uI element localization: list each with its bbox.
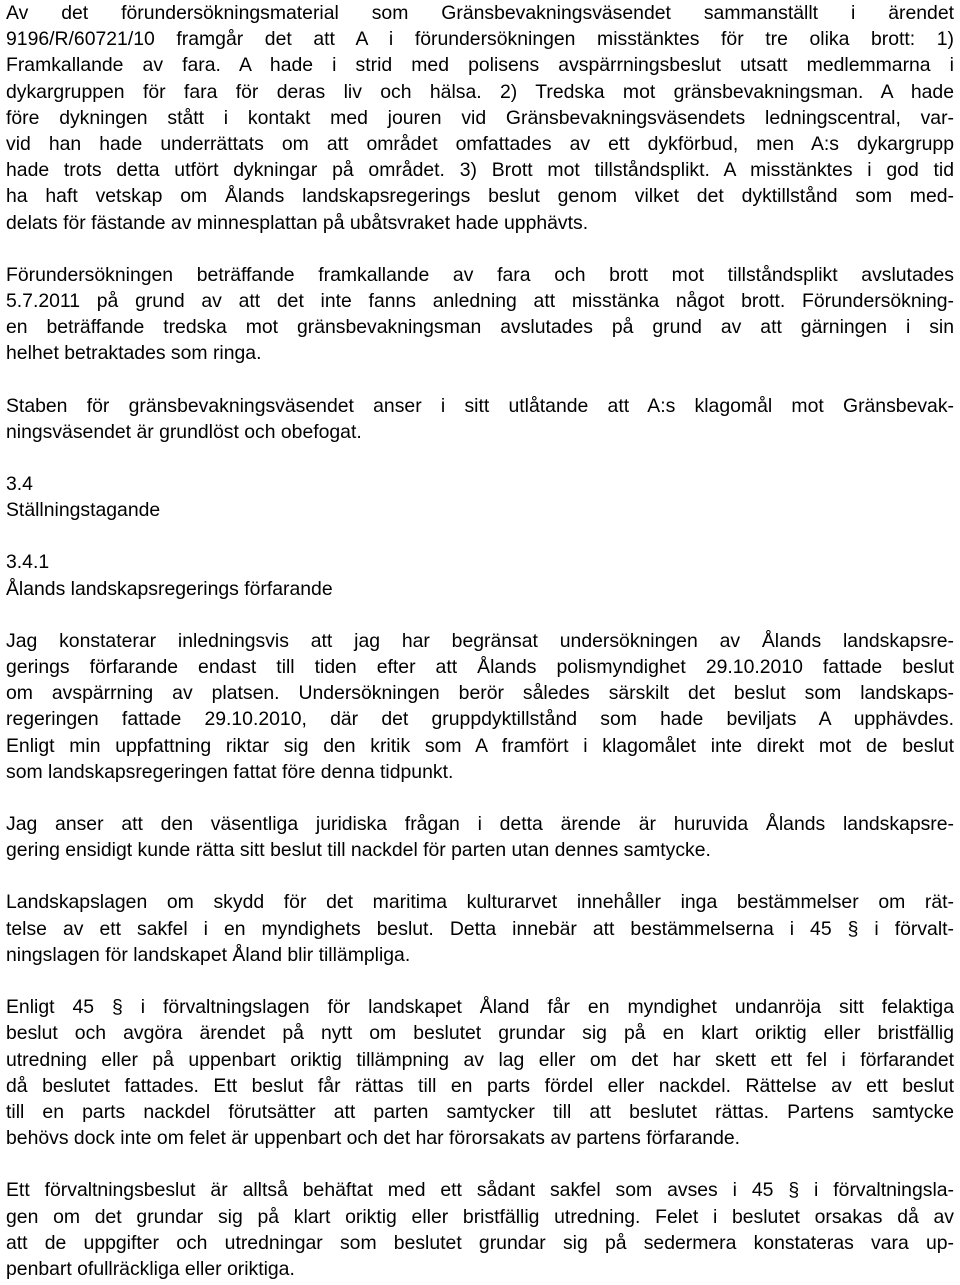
text-line: beslut och avgöra ärendet på nytt om beslutet grundar sig på en klart oriktig eller bristfällig xyxy=(6,1022,954,1045)
text-line: om avspärrning av platsen. Undersökningen berör således särskilt det beslut som landskaps- xyxy=(6,682,954,705)
paragraph-section-45 xyxy=(6,994,954,1151)
text-line: ha haft vetskap om Ålands landskapsregerings beslut genom vilket det dyktillstånd som med- xyxy=(6,185,954,208)
text-line: helhet betraktades som ringa. xyxy=(6,342,262,365)
paragraph-legal-question xyxy=(6,811,954,863)
text-line: att de uppgifter och utredningar som beslutet grundar sig på sedermera konstateras vara up- xyxy=(6,1231,954,1254)
text-line: Jag konstaterar inledningsvis att jag har begränsat undersökningen av Ålands landskapsre- xyxy=(6,629,954,652)
section-title: Ålands landskapsregerings förfarande xyxy=(6,577,333,600)
text-line: dykargruppen för fara för deras liv och hälsa. 2) Tredska mot gränsbevakningsman. A hade xyxy=(6,80,954,103)
text-line: Staben för gränsbevakningsväsendet anser i sitt utlåtande att A:s klagomål mot Gränsbevak- xyxy=(6,394,954,417)
text-line: Förundersökningen beträffande framkallande av fara och brott mot tillståndsplikt avslutades xyxy=(6,263,954,286)
section-number: 3.4 xyxy=(6,473,33,496)
paragraph-investigation-closed xyxy=(6,262,954,367)
text-line: Jag anser att den väsentliga juridiska frågan i detta ärende är huruvida Ålands landskapsre- xyxy=(6,813,954,836)
text-line: gerings förfarande endast till tiden efter att Ålands polismyndighet 29.10.2010 fattade beslut xyxy=(6,656,954,679)
text-line: 5.7.2011 på grund av att det inte fanns anledning att misstänka något brott. Förundersökning- xyxy=(6,290,954,313)
text-line: gering ensidigt kunde rätta sitt beslut till nackdel för parten utan dennes samtycke. xyxy=(6,839,711,862)
section-title: Ställningstagande xyxy=(6,499,161,522)
text-line: Framkallande av fara. A hade i strid med polisens avspärrningsbeslut utsatt medlemmarna i xyxy=(6,54,954,77)
text-line: hade trots detta utfört dykningar på området. 3) Brott mot tillståndsplikt. A misstänktes i god tid xyxy=(6,159,954,182)
text-line: telse av ett sakfel i en myndighets beslut. Detta innebär att bestämmelserna i 45 § i förvalt- xyxy=(6,917,954,940)
paragraph-substantive-error xyxy=(6,1177,954,1282)
paragraph-investigation-material xyxy=(6,0,954,236)
text-line: Ett förvaltningsbeslut är alltså behäftat med ett sådant sakfel som avses i 45 § i förvaltningsla- xyxy=(6,1179,954,1202)
text-line: ningsväsendet är grundlöst och obefogat. xyxy=(6,420,362,443)
text-line: en beträffande tredska mot gränsbevakningsman avslutades på grund av att gärningen i sin xyxy=(6,316,954,339)
section-heading-3-4 xyxy=(6,471,954,523)
text-line: delats för fästande av minnesplattan på ubåtsvraket hade upphävts. xyxy=(6,211,589,234)
section-number: 3.4.1 xyxy=(6,551,50,574)
text-line: Av det förundersökningsmaterial som Gränsbevakningsväsendet sammanställt i ärendet xyxy=(6,2,954,24)
text-line: gen om det grundar sig på klart oriktig eller bristfällig utredning. Felet i beslutet orsakas då av xyxy=(6,1205,954,1228)
paragraph-landskapslagen xyxy=(6,889,954,968)
text-line: utredning eller på uppenbart oriktig tillämpning av lag eller om det har skett ett fel i förfarandet xyxy=(6,1048,954,1071)
text-line: behövs dock inte om felet är uppenbart och det har förorsakats av partens förfarande. xyxy=(6,1127,741,1150)
paragraph-scope xyxy=(6,628,954,785)
text-line: till en parts nackdel förutsätter att parten samtycker till att beslutet rättas. Partens samtycke xyxy=(6,1100,954,1123)
section-heading-3-4-1 xyxy=(6,549,954,601)
text-line: penbart ofullräckliga eller oriktiga. xyxy=(6,1257,295,1280)
text-line: före dykningen stått i kontakt med jouren vid Gränsbevakningsväsendets ledningscentral, var- xyxy=(6,106,954,129)
text-line: Enligt min uppfattning riktar sig den kritik som A framfört i klagomålet inte direkt mot de beslut xyxy=(6,734,954,757)
text-line: vid han hade underrättats om att området omfattades av ett dykförbud, men A:s dykargrupp xyxy=(6,133,954,156)
text-line: Enligt 45 § i förvaltningslagen för landskapet Åland får en myndighet undanröja sitt felaktiga xyxy=(6,996,954,1019)
text-line: ningslagen för landskapet Åland blir tillämpliga. xyxy=(6,943,411,966)
text-line: som landskapsregeringen fattat före denna tidpunkt. xyxy=(6,760,454,783)
text-line: Landskapslagen om skydd för det maritima kulturarvet innehåller inga bestämmelser om rät- xyxy=(6,891,954,914)
text-line: regeringen fattade 29.10.2010, där det gruppdyktillstånd som hade beviljats A upphävdes. xyxy=(6,708,954,731)
paragraph-staff-statement xyxy=(6,393,954,445)
text-line: då beslutet fattades. Ett beslut får rättas till en parts fördel eller nackdel. Rättelse av ett beslut xyxy=(6,1074,954,1097)
text-line: 9196/R/60721/10 framgår det att A i förundersökningen misstänktes för tre olika brott: 1) xyxy=(6,28,954,51)
